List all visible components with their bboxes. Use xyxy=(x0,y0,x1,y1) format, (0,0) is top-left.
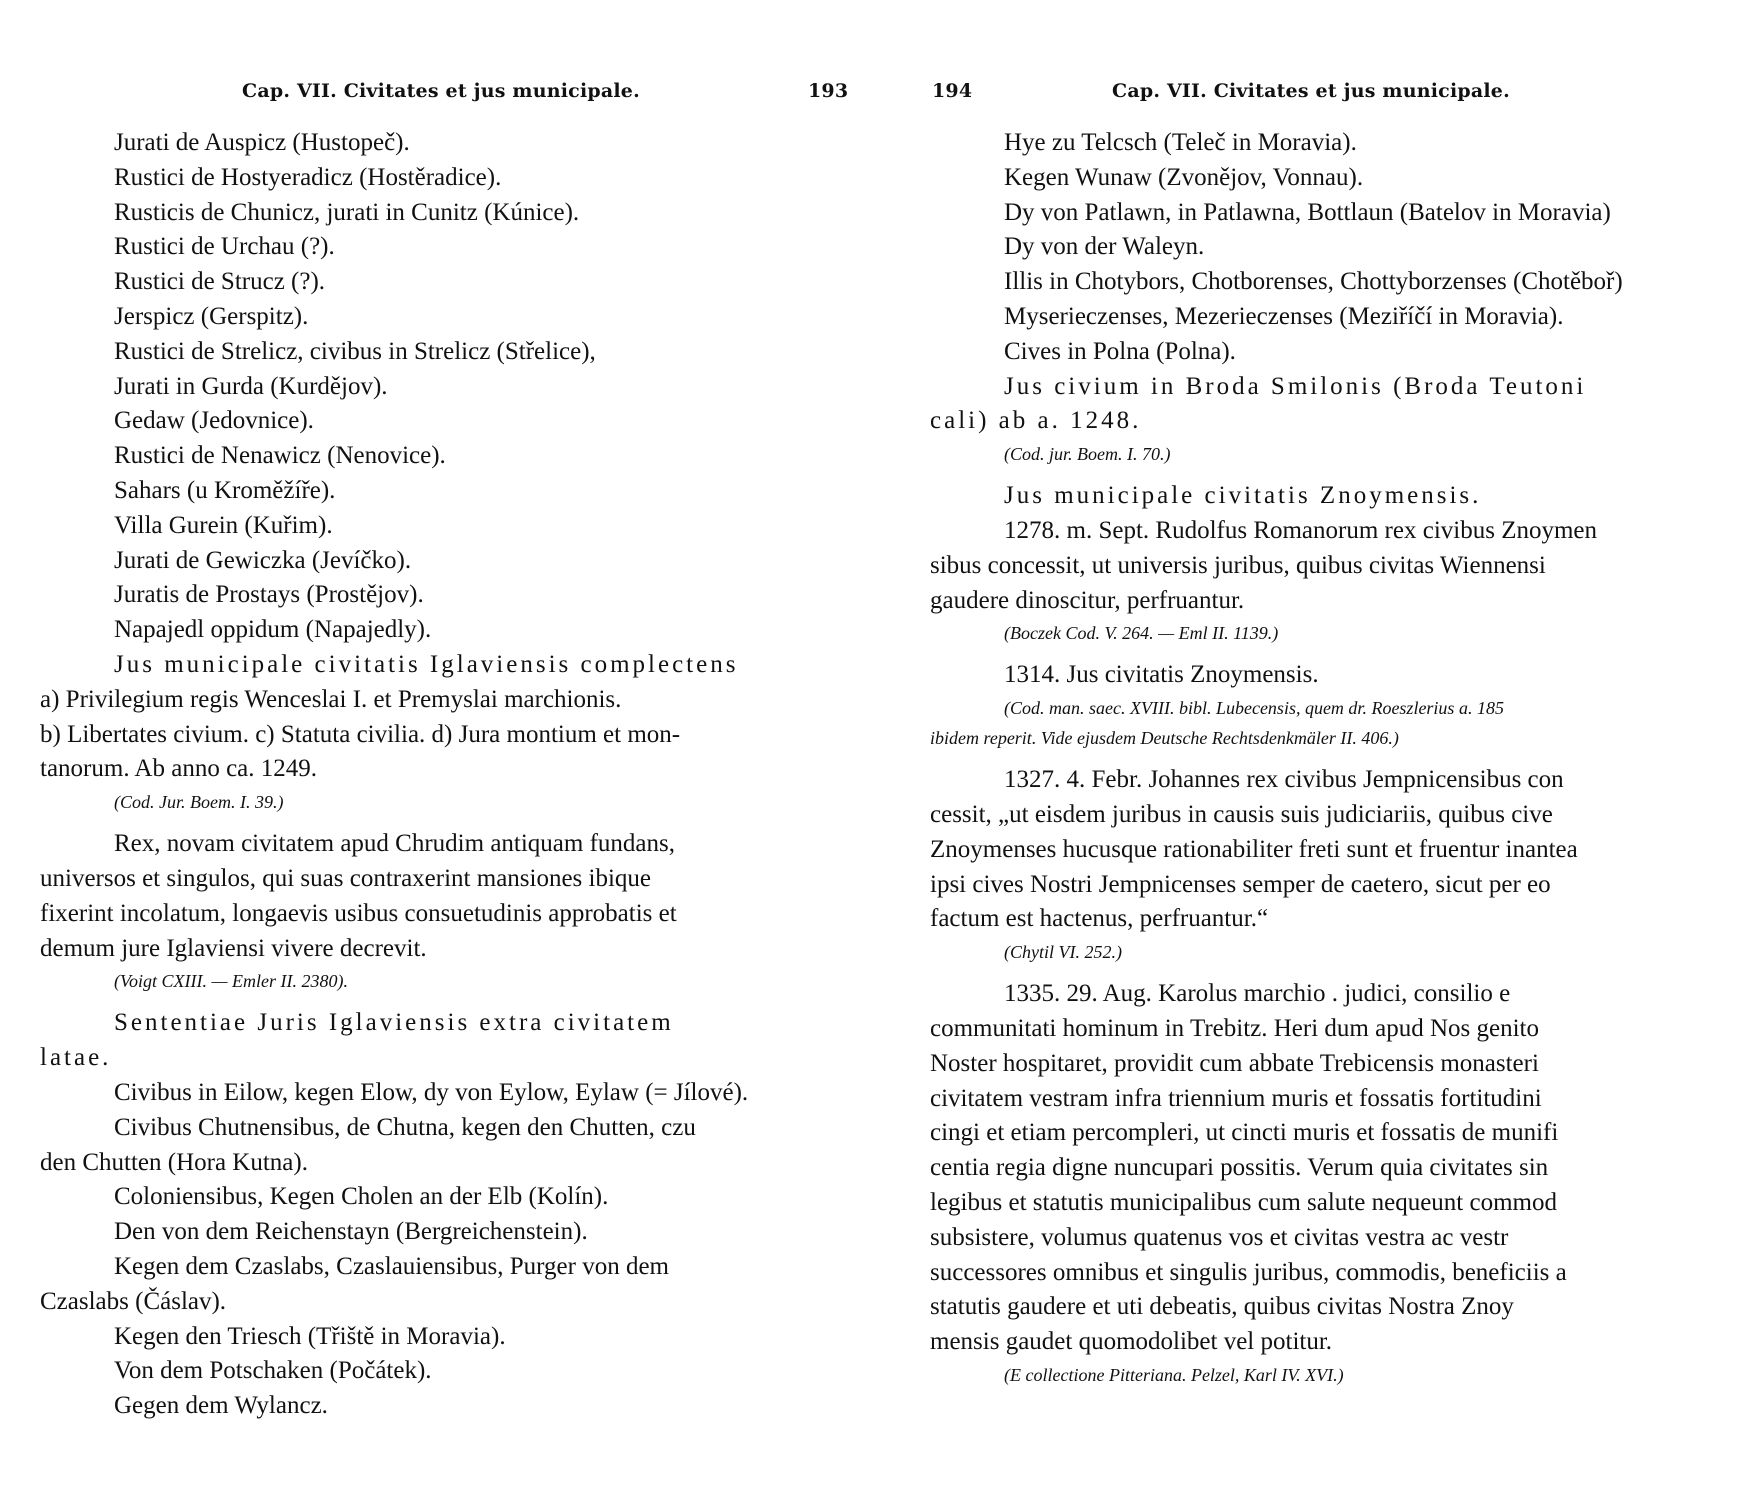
page-number: 193 xyxy=(808,80,849,102)
citation: (Cod. jur. Boem. I. 70.) xyxy=(1004,444,1171,465)
text-line: Rustici de Strelicz, civibus in Strelicz (Střelice), xyxy=(114,337,596,365)
right-text-block xyxy=(930,126,1702,1466)
text-line: successores omnibus et singulis juribus, commodis, beneficiis a xyxy=(930,1258,1567,1286)
section-heading: latae. xyxy=(40,1044,112,1072)
text-line: Myserieczenses, Mezerieczenses (Meziříčí in Moravia). xyxy=(1004,302,1564,330)
text-line: Von dem Potschaken (Počátek). xyxy=(114,1357,432,1385)
text-line: 1314. Jus civitatis Znoymensis. xyxy=(1004,661,1319,689)
text-line: subsistere, volumus quatenus vos et civitas vestra ac vestr xyxy=(930,1223,1509,1251)
text-line: cessit, „ut eisdem juribus in causis suis judiciariis, quibus cive xyxy=(930,800,1553,828)
text-line: Villa Gurein (Kuřim). xyxy=(114,511,333,539)
text-line: Den von dem Reichenstayn (Bergreichenstein). xyxy=(114,1218,588,1246)
text-line: demum jure Iglaviensi vivere decrevit. xyxy=(40,934,427,962)
text-line: den Chutten (Hora Kutna). xyxy=(40,1148,308,1176)
text-line: Dy von der Waleyn. xyxy=(1004,233,1205,261)
section-heading: cali) ab a. 1248. xyxy=(930,407,1142,435)
text-line: communitati hominum in Trebitz. Heri dum apud Nos genito xyxy=(930,1014,1539,1042)
text-line: Kegen den Triesch (Třiště in Moravia). xyxy=(114,1322,506,1350)
text-line: Napajedl oppidum (Napajedly). xyxy=(114,616,432,644)
text-line: 1327. 4. Febr. Johannes rex civibus Jempnicensibus con xyxy=(1004,766,1564,794)
text-line: civitatem vestram infra triennium muris et fossatis fortitudini xyxy=(930,1084,1542,1112)
text-line: cingi et etiam percompleri, ut cincti muris et fossatis de munifi xyxy=(930,1119,1559,1147)
text-line: gaudere dinoscitur, perfruantur. xyxy=(930,586,1245,614)
text-line: Jerspicz (Gerspitz). xyxy=(114,302,309,330)
section-heading: Jus municipale civitatis Znoymensis. xyxy=(1004,482,1482,510)
text-line: Gedaw (Jedovnice). xyxy=(114,407,314,435)
citation: (Cod. Jur. Boem. I. 39.) xyxy=(114,792,284,813)
citation: (Chytil VI. 252.) xyxy=(1004,942,1122,963)
citation: (Voigt CXIII. — Emler II. 2380). xyxy=(114,971,348,992)
citation: (E collectione Pitteriana. Pelzel, Karl IV. XVI.) xyxy=(1004,1364,1344,1385)
page-number: 194 xyxy=(932,80,973,102)
text-line: legibus et statutis municipalibus cum salute nequeunt commod xyxy=(930,1188,1557,1216)
text-line: Juratis de Prostays (Prostějov). xyxy=(114,581,424,609)
text-line: Rustici de Hostyeradicz (Hostěradice). xyxy=(114,163,502,191)
running-header: Cap. VII. Civitates et jus municipale. xyxy=(242,80,640,102)
text-line: factum est hactenus, perfruantur.“ xyxy=(930,905,1269,933)
text-line: ipsi cives Nostri Jempnicenses semper de caetero, sicut per eo xyxy=(930,870,1551,898)
text-line: Rustici de Urchau (?). xyxy=(114,233,335,261)
citation: ibidem reperit. Vide ejusdem Deutsche Rechtsdenkmäler II. 406.) xyxy=(930,728,1399,749)
text-line: Hye zu Telcsch (Teleč in Moravia). xyxy=(1004,129,1357,156)
text-line: Znoymenses hucusque rationabiliter freti sunt et fruentur inantea xyxy=(930,835,1578,863)
text-line: Rustici de Nenawicz (Nenovice). xyxy=(114,442,446,470)
text-line: Kegen dem Czaslabs, Czaslauiensibus, Purger von dem xyxy=(114,1252,669,1280)
text-line: Rustici de Strucz (?). xyxy=(114,268,326,296)
text-line: b) Libertates civium. c) Statuta civilia. d) Jura montium et mon- xyxy=(40,720,681,748)
text-line: Rusticis de Chunicz, jurati in Cunitz (Kúnice). xyxy=(114,198,580,226)
text-line: centia regia digne nuncupari possitis. Verum quia civitates sin xyxy=(930,1154,1549,1182)
text-line: 1335. 29. Aug. Karolus marchio . judici, consilio e xyxy=(1004,980,1511,1008)
running-header: Cap. VII. Civitates et jus municipale. xyxy=(1112,80,1510,102)
section-heading: Jus civium in Broda Smilonis (Broda Teutoni xyxy=(1004,372,1587,400)
text-line: Kegen Wunaw (Zvonějov, Vonnau). xyxy=(1004,163,1364,191)
text-line: Jurati de Auspicz (Hustopeč). xyxy=(114,129,410,156)
text-line: Jurati de Gewiczka (Jevíčko). xyxy=(114,546,412,574)
text-line: Dy von Patlawn, in Patlawna, Bottlaun (Batelov in Moravia) xyxy=(1004,198,1611,226)
text-line: universos et singulos, qui suas contraxerint mansiones ibique xyxy=(40,864,652,892)
text-line: Sahars (u Kroměžíře). xyxy=(114,476,336,504)
text-line: Rex, novam civitatem apud Chrudim antiquam fundans, xyxy=(114,830,675,858)
text-line: 1278. m. Sept. Rudolfus Romanorum rex civibus Znoymen xyxy=(1004,516,1598,544)
text-line: Czaslabs (Čáslav). xyxy=(40,1287,227,1315)
text-line: Gegen dem Wylancz. xyxy=(114,1392,328,1420)
text-line: Illis in Chotybors, Chotborenses, Chottyborzenses (Chotěboř) xyxy=(1004,268,1623,296)
text-line: Civibus in Eilow, kegen Elow, dy von Eylow, Eylaw (= Jílové). xyxy=(114,1078,749,1106)
text-line: statutis gaudere et uti debeatis, quibus civitas Nostra Znoy xyxy=(930,1293,1514,1321)
text-line: mensis gaudet quomodolibet vel potitur. xyxy=(930,1328,1333,1356)
text-line: a) Privilegium regis Wenceslai I. et Premyslai marchionis. xyxy=(40,685,622,713)
text-line: Noster hospitaret, providit cum abbate Trebicensis monasteri xyxy=(930,1049,1539,1077)
citation: (Cod. man. saec. XVIII. bibl. Lubecensis, quem dr. Roeszlerius a. 185 xyxy=(1004,698,1504,719)
section-heading: Sententiae Juris Iglaviensis extra civitatem xyxy=(114,1009,674,1037)
text-line: Coloniensibus, Kegen Cholen an der Elb (Kolín). xyxy=(114,1183,609,1211)
text-line: sibus concessit, ut universis juribus, quibus civitas Wiennensi xyxy=(930,551,1546,579)
right-page xyxy=(876,0,1752,1500)
text-line: fixerint incolatum, longaevis usibus consuetudinis approbatis et xyxy=(40,899,677,927)
text-line: Civibus Chutnensibus, de Chutna, kegen den Chutten, czu xyxy=(114,1113,696,1141)
citation: (Boczek Cod. V. 264. — Eml II. 1139.) xyxy=(1004,623,1279,644)
left-text-block xyxy=(40,126,840,1424)
text-line: Cives in Polna (Polna). xyxy=(1004,337,1236,365)
text-line: tanorum. Ab anno ca. 1249. xyxy=(40,755,318,783)
text-line: Jurati in Gurda (Kurdějov). xyxy=(114,372,388,400)
section-heading: Jus municipale civitatis Iglaviensis complectens xyxy=(114,650,739,678)
